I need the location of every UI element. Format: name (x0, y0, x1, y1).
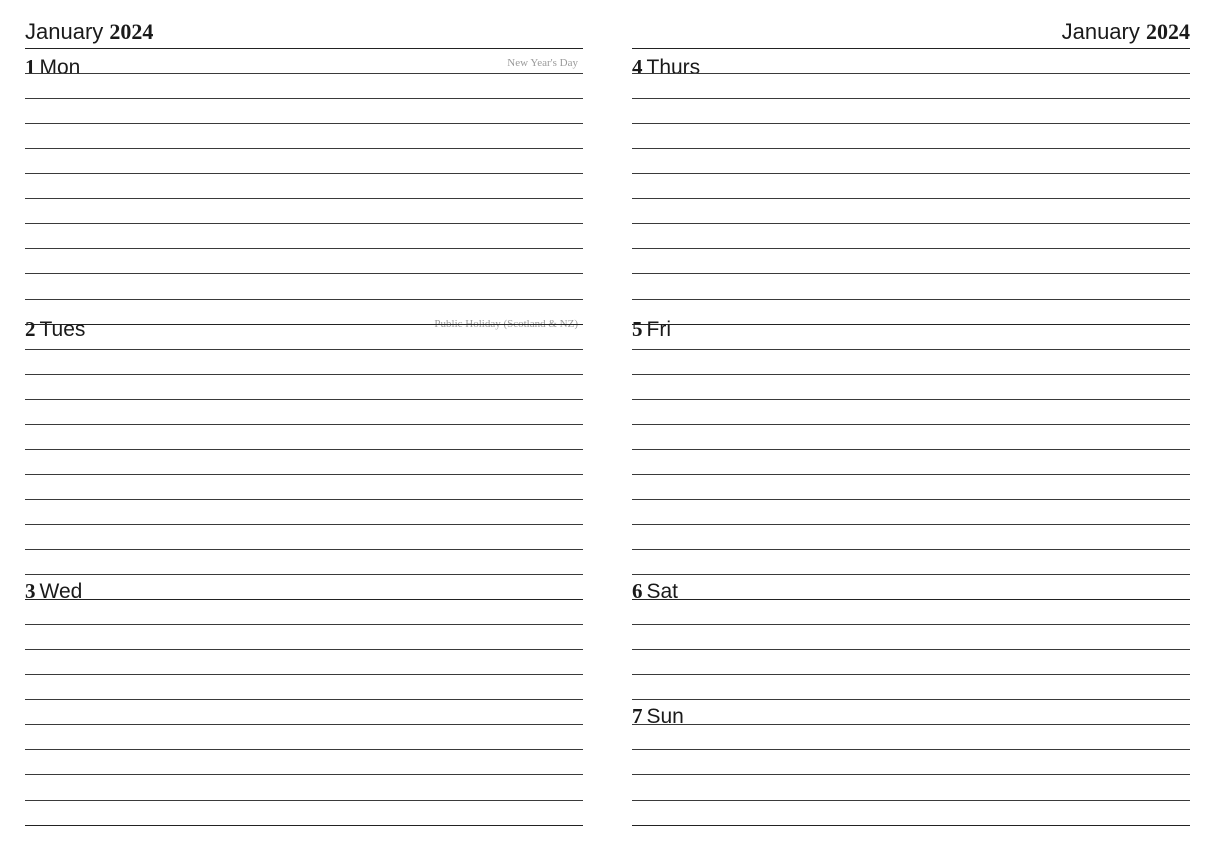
writing-line (25, 474, 583, 475)
writing-line (25, 299, 583, 300)
day-label-sat (632, 579, 678, 604)
writing-line (25, 649, 583, 650)
section-divider (632, 324, 1190, 325)
day-name: Sat (646, 580, 679, 603)
writing-line (632, 499, 1190, 500)
writing-line (632, 349, 1190, 350)
page-header (25, 18, 583, 48)
day-label-fri (632, 317, 671, 342)
day-label-mon (25, 55, 80, 80)
day-name: Wed (39, 580, 83, 603)
writing-line (25, 349, 583, 350)
section-divider (632, 825, 1190, 826)
day-number: 7 (632, 704, 643, 728)
writing-line (632, 774, 1190, 775)
day-name: Fri (646, 318, 671, 341)
writing-line (25, 273, 583, 274)
writing-line (25, 449, 583, 450)
writing-line (632, 148, 1190, 149)
day-label-wed (25, 579, 82, 604)
writing-line (632, 248, 1190, 249)
writing-line (25, 148, 583, 149)
right-page (632, 0, 1190, 861)
writing-line (25, 624, 583, 625)
writing-line (25, 574, 583, 575)
section-divider (632, 599, 1190, 600)
day-name: Mon (39, 56, 81, 79)
writing-line (25, 724, 583, 725)
header-year: 2024 (1146, 19, 1190, 44)
day-name: Tues (39, 318, 86, 341)
header-year: 2024 (109, 19, 154, 44)
writing-line (25, 223, 583, 224)
writing-line (632, 624, 1190, 625)
writing-line (632, 299, 1190, 300)
writing-line (25, 248, 583, 249)
day-number: 5 (632, 317, 643, 341)
writing-line (25, 749, 583, 750)
section-divider (25, 48, 583, 49)
writing-line (25, 98, 583, 99)
writing-line (25, 674, 583, 675)
day-number: 2 (25, 317, 36, 341)
writing-line (632, 223, 1190, 224)
writing-line (632, 699, 1190, 700)
writing-line (25, 73, 583, 74)
writing-line (25, 524, 583, 525)
left-page (25, 0, 583, 861)
writing-line (632, 399, 1190, 400)
section-divider (632, 48, 1190, 49)
writing-line (632, 649, 1190, 650)
page-header (632, 18, 1190, 48)
writing-line (632, 574, 1190, 575)
writing-line (632, 73, 1190, 74)
writing-line (632, 374, 1190, 375)
day-number: 6 (632, 579, 643, 603)
writing-line (632, 424, 1190, 425)
writing-line (632, 674, 1190, 675)
writing-line (632, 198, 1190, 199)
section-divider (25, 599, 583, 600)
day-name: Thurs (646, 56, 701, 79)
writing-line (632, 724, 1190, 725)
writing-line (632, 173, 1190, 174)
holiday-note: Public Holiday (Scotland & NZ) (434, 318, 578, 330)
writing-line (25, 198, 583, 199)
writing-line (25, 699, 583, 700)
writing-line (25, 374, 583, 375)
writing-line (25, 399, 583, 400)
day-name: Sun (646, 705, 684, 728)
writing-line (25, 800, 583, 801)
section-divider (25, 324, 583, 325)
writing-line (25, 549, 583, 550)
day-label-sun (632, 704, 684, 729)
writing-line (632, 524, 1190, 525)
day-number: 4 (632, 55, 643, 79)
writing-line (632, 800, 1190, 801)
writing-line (632, 98, 1190, 99)
writing-line (25, 173, 583, 174)
writing-line (25, 499, 583, 500)
day-label-thurs (632, 55, 700, 80)
day-number: 1 (25, 55, 36, 79)
day-label-tues (25, 317, 85, 342)
writing-line (632, 749, 1190, 750)
section-divider (25, 825, 583, 826)
writing-line (632, 273, 1190, 274)
writing-line (25, 424, 583, 425)
header-month: January (1061, 19, 1140, 44)
writing-line (632, 449, 1190, 450)
writing-line (632, 549, 1190, 550)
day-number: 3 (25, 579, 36, 603)
header-month: January (25, 19, 104, 44)
writing-line (25, 774, 583, 775)
writing-line (632, 123, 1190, 124)
holiday-note: New Year's Day (507, 57, 578, 69)
writing-line (25, 123, 583, 124)
writing-line (632, 474, 1190, 475)
